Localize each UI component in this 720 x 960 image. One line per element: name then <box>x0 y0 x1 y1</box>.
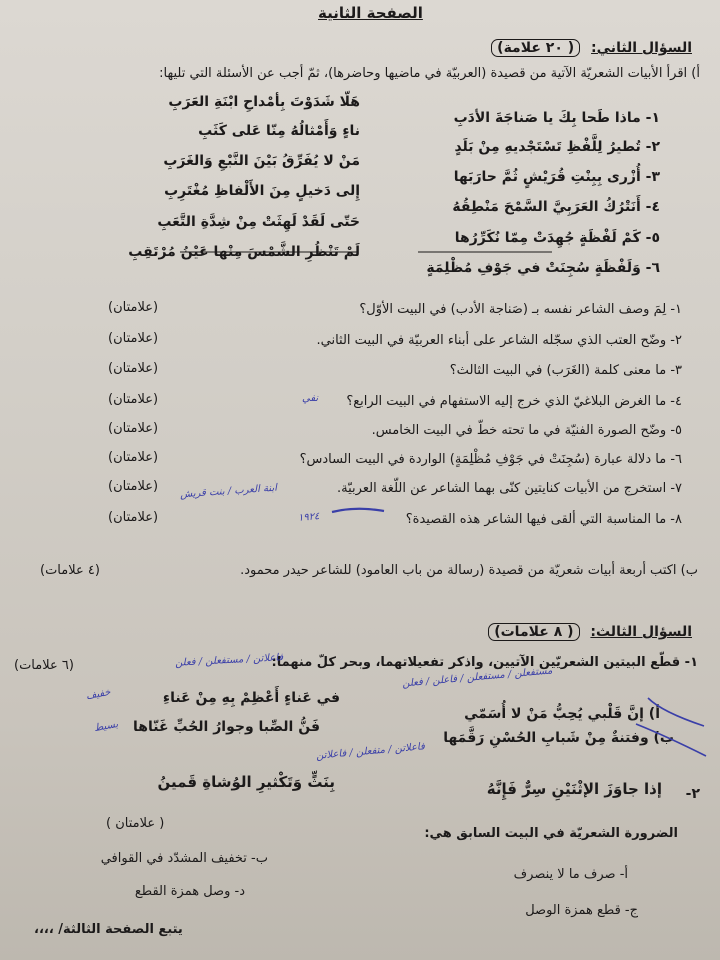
q3-item2-marks: ( علامتان ) <box>106 816 165 831</box>
q2-question-7: ٧- استخرج من الأبيات كنايتين كنّى بهما الشاعر عن اللّغة العربيّة. <box>337 481 682 496</box>
q3-item2-first: إذا جاوَزَ الإثْنَيْنِ سِرٌّ فَإِنَّهُ <box>486 780 662 798</box>
q2-question-7-marks: (علامتان) <box>108 479 159 494</box>
q2-verse-4-second: إِلى دَخيلٍ مِنَ الأَلْفاظِ مُغْتَرِبِ <box>164 183 360 199</box>
page-footer: يتبع الصفحة الثالثة/ ،،،، <box>34 922 183 937</box>
q2-verse-2-second: ناءٍ وَأَمْثالُهُ مِنّا عَلى كَثَبِ <box>198 123 360 139</box>
q2-question-3: ٣- ما معنى كلمة (الغَرَب) في البيت الثالث؟ <box>449 363 682 378</box>
q2-verse-6-first: ٦- وَلَفْظَةٍ سُجِنَتْ في جَوْفِ مُظْلِمَةٍ <box>426 260 660 276</box>
handwriting-verse-b-meter: بسيط <box>93 718 119 735</box>
q2-question-5: ٥- وضّح الصورة الفنيّة في ما تحته خطّ في البيت الخامس. <box>371 423 682 438</box>
q2-intro: أجب عن الأسئلة التي تليها: <box>159 66 304 81</box>
q2-question-6-marks: (علامتان) <box>108 450 159 465</box>
q3-verse-a-first: أ) إنَّ قَلْبي يُحِبُّ مَنْ لا أُسَمّي <box>464 706 660 722</box>
q2-question-2: ٢- وضّح العتب الذي سجّله الشاعر على أبناء العربيّة في البيت الثاني. <box>316 333 682 348</box>
handwriting-verse-a-line1: فاعلاتن / مستفعلن / فعلن <box>174 652 284 669</box>
q2-question-1: ١- لِمَ وصف الشاعر نفسه بـ (صَناجة الأدب) في البيت الأوّل؟ <box>359 302 682 317</box>
handwriting-q7: ابنة العرب / بنت قريش <box>179 482 278 501</box>
q2-verse-3-second: مَنْ لا يُفَرِّقُ بَيْنَ النَّبْعِ وَالغَرَبِ <box>163 153 360 169</box>
q2-question-8: ٨- ما المناسبة التي ألقى فيها الشاعر هذه القصيدة؟ <box>405 512 682 527</box>
q2-question-8-marks: (علامتان) <box>108 510 159 525</box>
q2-question-5-marks: (علامتان) <box>108 421 159 436</box>
q3-item2-second: بِنَثٍّ وَتَكْثيرِ الوُشاةِ قَمينُ <box>157 773 335 791</box>
handwriting-q8: ١٩٢٤ <box>297 511 320 524</box>
q2-question-1-marks: (علامتان) <box>108 300 159 315</box>
q3-header <box>488 624 692 640</box>
q2-verse-5-second: حَتّى لَقَدْ لَهِثَتْ مِنْ شِدَّةِ التَّعَبِ <box>157 214 360 230</box>
q3-marks: ( ٨ علامات) <box>488 623 579 641</box>
q2-question-6: ٦- ما دلالة عبارة (سُجِنَتْ في جَوْفِ مُظْلِمَةٍ) الواردة في البيت السادس؟ <box>299 452 682 467</box>
q2-part-b: ب) اكتب أربعة أبيات شعريّة من قصيدة (رسالة من باب العامود) للشاعر حيدر محمود. <box>240 563 698 578</box>
q3-item1-marks: (٦ علامات) <box>14 658 74 673</box>
handwriting-q4: نفي <box>302 393 319 404</box>
option-b: ب- تخفيف المشدّد في القوافي <box>100 851 268 866</box>
option-a: أ- صرف ما لا ينصرف <box>513 867 628 882</box>
q2-header <box>491 40 692 56</box>
q2-question-4: ٤- ما الغرض البلاغيّ الذي خرج إليه الاستفهام في البيت الرابع؟ <box>346 394 682 409</box>
q2-question-2-marks: (علامتان) <box>108 331 159 346</box>
q2-verse-6-second: لَمْ تَنْظُرِ الشَّمْسَ مِنْها عَيْنُ مُرْتَقِبِ <box>128 244 360 260</box>
q3-item1: ١- قطّع البيتين الشعريّين الآتيين، واذكر تفعيلاتهما، وبحر كلّ منهما: <box>271 655 698 670</box>
q2-question-3-marks: (علامتان) <box>108 361 159 376</box>
q2-question-4-marks: (علامتان) <box>108 392 159 407</box>
q2-marks: ( ٢٠ علامة) <box>491 39 580 57</box>
q3-item2-number: ٢- <box>685 786 700 802</box>
q2-verse-4-first: ٤- أَنَتْرُكُ العَرَبِيَّ السَّمْحَ مَنْطِقُهُ <box>452 199 660 215</box>
q2-verse-5-first: ٥- كَمْ لَفْظَةٍ جُهِدَتْ مِمّا نُكَرِّرُها <box>454 230 660 246</box>
q2-verse-2-first: ٢- تُطيرُ لِلَّفْظِ تَسْتَجْديهِ مِنْ بَلَدٍ <box>454 139 660 155</box>
handwriting-verse-b-line: فاعلاتن / متفعلن / فاعلاتن <box>315 741 426 762</box>
q3-verse-a-second: في عَناءٍ أَعْظِمْ بِهِ مِنْ عَناءِ <box>162 690 340 706</box>
q2-part-a-text: أ) اقرأ الأبيات الشعريّة الآتية من قصيدة (العربيّة في ماضيها وحاضرها)، ثمّ <box>307 66 700 81</box>
handwriting-verse-a-line2: مستفعلن / مستفعلن / فاعلن / فعلن <box>401 665 553 690</box>
handwriting-verse-a-meter: خفيف <box>85 686 112 703</box>
option-c: ج- قطع همزة الوصل <box>525 903 638 918</box>
q2-part-a <box>159 66 700 81</box>
q2-part-b-marks: (٤ علامات) <box>40 563 100 578</box>
q2-verse-1-first: ١- ماذا طَحا بِكَ يا صَناجَةَ الأدَبِ <box>453 110 660 126</box>
q3-verse-b-second: فَنُّ الصِّبا وجوارُ الحُبِّ غَنّاها <box>133 719 320 735</box>
scribble-stroke <box>332 509 384 512</box>
page-title: الصفحة الثانية <box>318 4 423 22</box>
q2-title: السؤال الثاني: <box>591 40 692 56</box>
option-d: د- وصل همزة القطع <box>134 884 245 899</box>
q3-verse-b-first: ب) وفتنةٌ مِنْ شَبابِ الحُسْنِ رَقَّمَها <box>443 730 674 746</box>
q2-verse-1-second: هَلّا شَدَوْتَ بِأمْداحِ ابْنَةِ العَرَبِ <box>168 94 360 110</box>
q2-verse-3-first: ٣- أُزْرى بِبِنْتِ قُرَيْشٍ ثُمَّ حارَبَها <box>453 169 660 185</box>
q3-item2-question: الضرورة الشعريّة في البيت السابق هي: <box>424 826 678 841</box>
q3-title: السؤال الثالث: <box>590 624 692 640</box>
